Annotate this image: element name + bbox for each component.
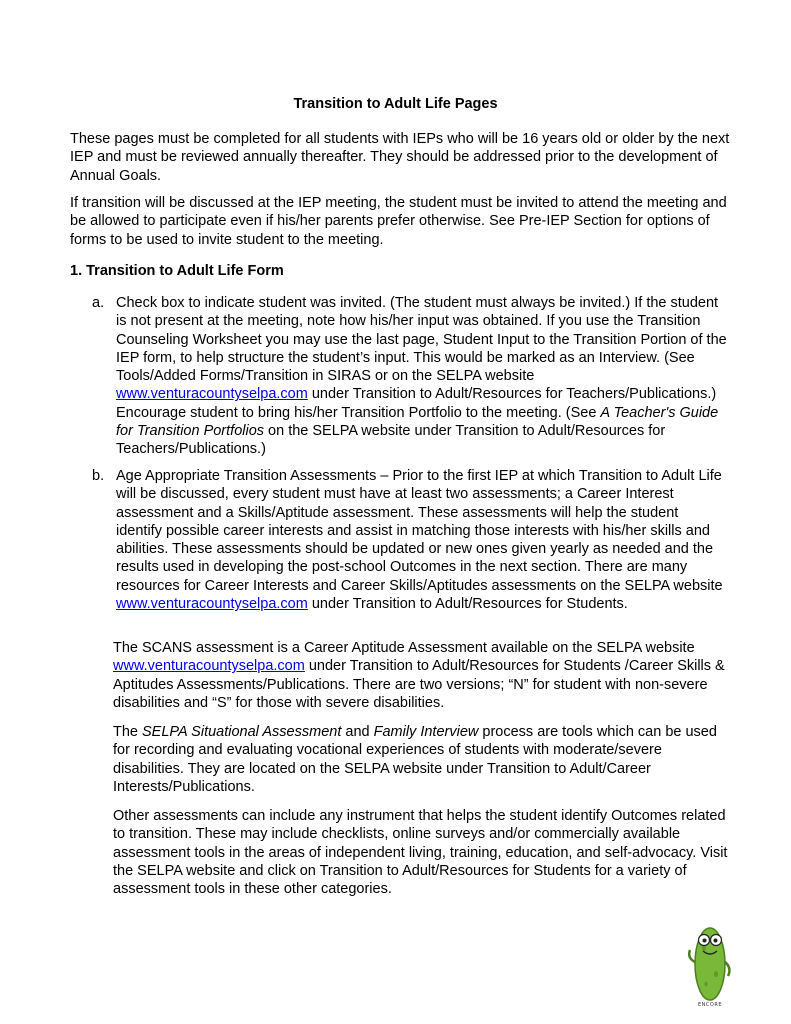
family-interview-title: Family Interview — [373, 724, 479, 740]
other-assessments-paragraph: Other assessments can include any instrument that helps the student identify Outcomes related to transition. These may include checklists, online surveys and/or commercially available assessment tools in the areas of independent living, training, education, and self-advocacy. Visit the SELPA website and click on Transition to Adult/Resources for Students for a variety of assessment tools in these other categories. — [113, 808, 728, 898]
scans-part2: under Transition to Adult/Resources for Students /Career Skills & Aptitudes Assessments/Publications. There are two versions; “N” for student with non-severe disabilities and “S” for those with severe disabilities. — [113, 658, 725, 711]
pickle-mascot-icon — [682, 918, 738, 1014]
item-a-letter: a. — [92, 295, 105, 311]
intro-paragraph-1: These pages must be completed for all students with IEPs who will be 16 years old or older by the next IEP and must be reviewed annually thereafter. They should be addressed prior to the development of Annual Goals. — [70, 131, 730, 184]
selpa-website-link[interactable]: www.venturacountyselpa.com — [116, 386, 308, 403]
selpa-part1: The — [113, 724, 143, 740]
item-b-part1: Age Appropriate Transition Assessments – Prior to the first IEP at which Transition to Adult Life will be discussed, every student must have at least two assessments; a Career Interest assessment and a Skills/Aptitude assessment. These assessments will help the student identify possible career interests and assist in matching those interests with his/her skills and abilities. These assessments should be updated or new ones given yearly as needed and the results used in developing the post-school Outcomes in the next section. There are many resources for Career Interests and Career Skills/Aptitudes assessments on the SELPA website — [116, 468, 723, 594]
selpa-situational-paragraph — [113, 723, 728, 796]
item-a-guide-title: A Teacher's Guide for Transition Portfolios — [116, 404, 719, 440]
item-a-part2: under Transition to Adult/Resources for Teachers/Publications.) Encourage student to bring his/her Transition Portfolio to the meeting. (See — [116, 386, 717, 421]
selpa-website-link[interactable]: www.venturacountyselpa.com — [113, 658, 305, 675]
item-a-part1: Check box to indicate student was invited. (The student must always be invited.) If the student is not present at the meeting, note how his/her input was obtained. If you use the Transition Counseling Worksheet you may use the last page, Student Input to the Transition Portion of the IEP form, to help structure the student’s input. This would be marked as an Interview. (See Tools/Added Forms/Transition in SIRAS or on the SELPA website — [116, 295, 727, 385]
intro-paragraph-2: If transition will be discussed at the IEP meeting, the student must be invited to attend the meeting and be allowed to participate even if his/her parents prefer otherwise. See Pre-IEP Section for options of forms to be used to invite student to the meeting. — [70, 195, 727, 248]
selpa-situational-title: SELPA Situational Assessment — [142, 724, 342, 740]
logo-caption: ENCORE — [698, 1002, 722, 1008]
scans-part1: The SCANS assessment is a Career Aptitude Assessment available on the SELPA website — [113, 640, 695, 656]
item-a-text — [116, 294, 728, 459]
selpa-part3: process are tools which can be used for recording and evaluating vocational experiences of students with moderate/severe disabilities. They are located on the SELPA website under Transition to Adult/Career Interests/Publications. — [113, 724, 717, 795]
item-b-text — [116, 467, 728, 613]
section-heading: 1. Transition to Adult Life Form — [70, 263, 284, 279]
scans-paragraph — [113, 639, 728, 712]
item-a-part3: on the SELPA website under Transition to Adult/Resources for Teachers/Publications.) — [116, 423, 666, 458]
page-title: Transition to Adult Life Pages — [293, 96, 498, 112]
selpa-part2: and — [341, 724, 374, 740]
item-b-part2: under Transition to Adult/Resources for Students. — [307, 596, 628, 613]
item-b-letter: b. — [92, 468, 105, 484]
selpa-website-link[interactable]: www.venturacountyselpa.com — [116, 596, 308, 613]
